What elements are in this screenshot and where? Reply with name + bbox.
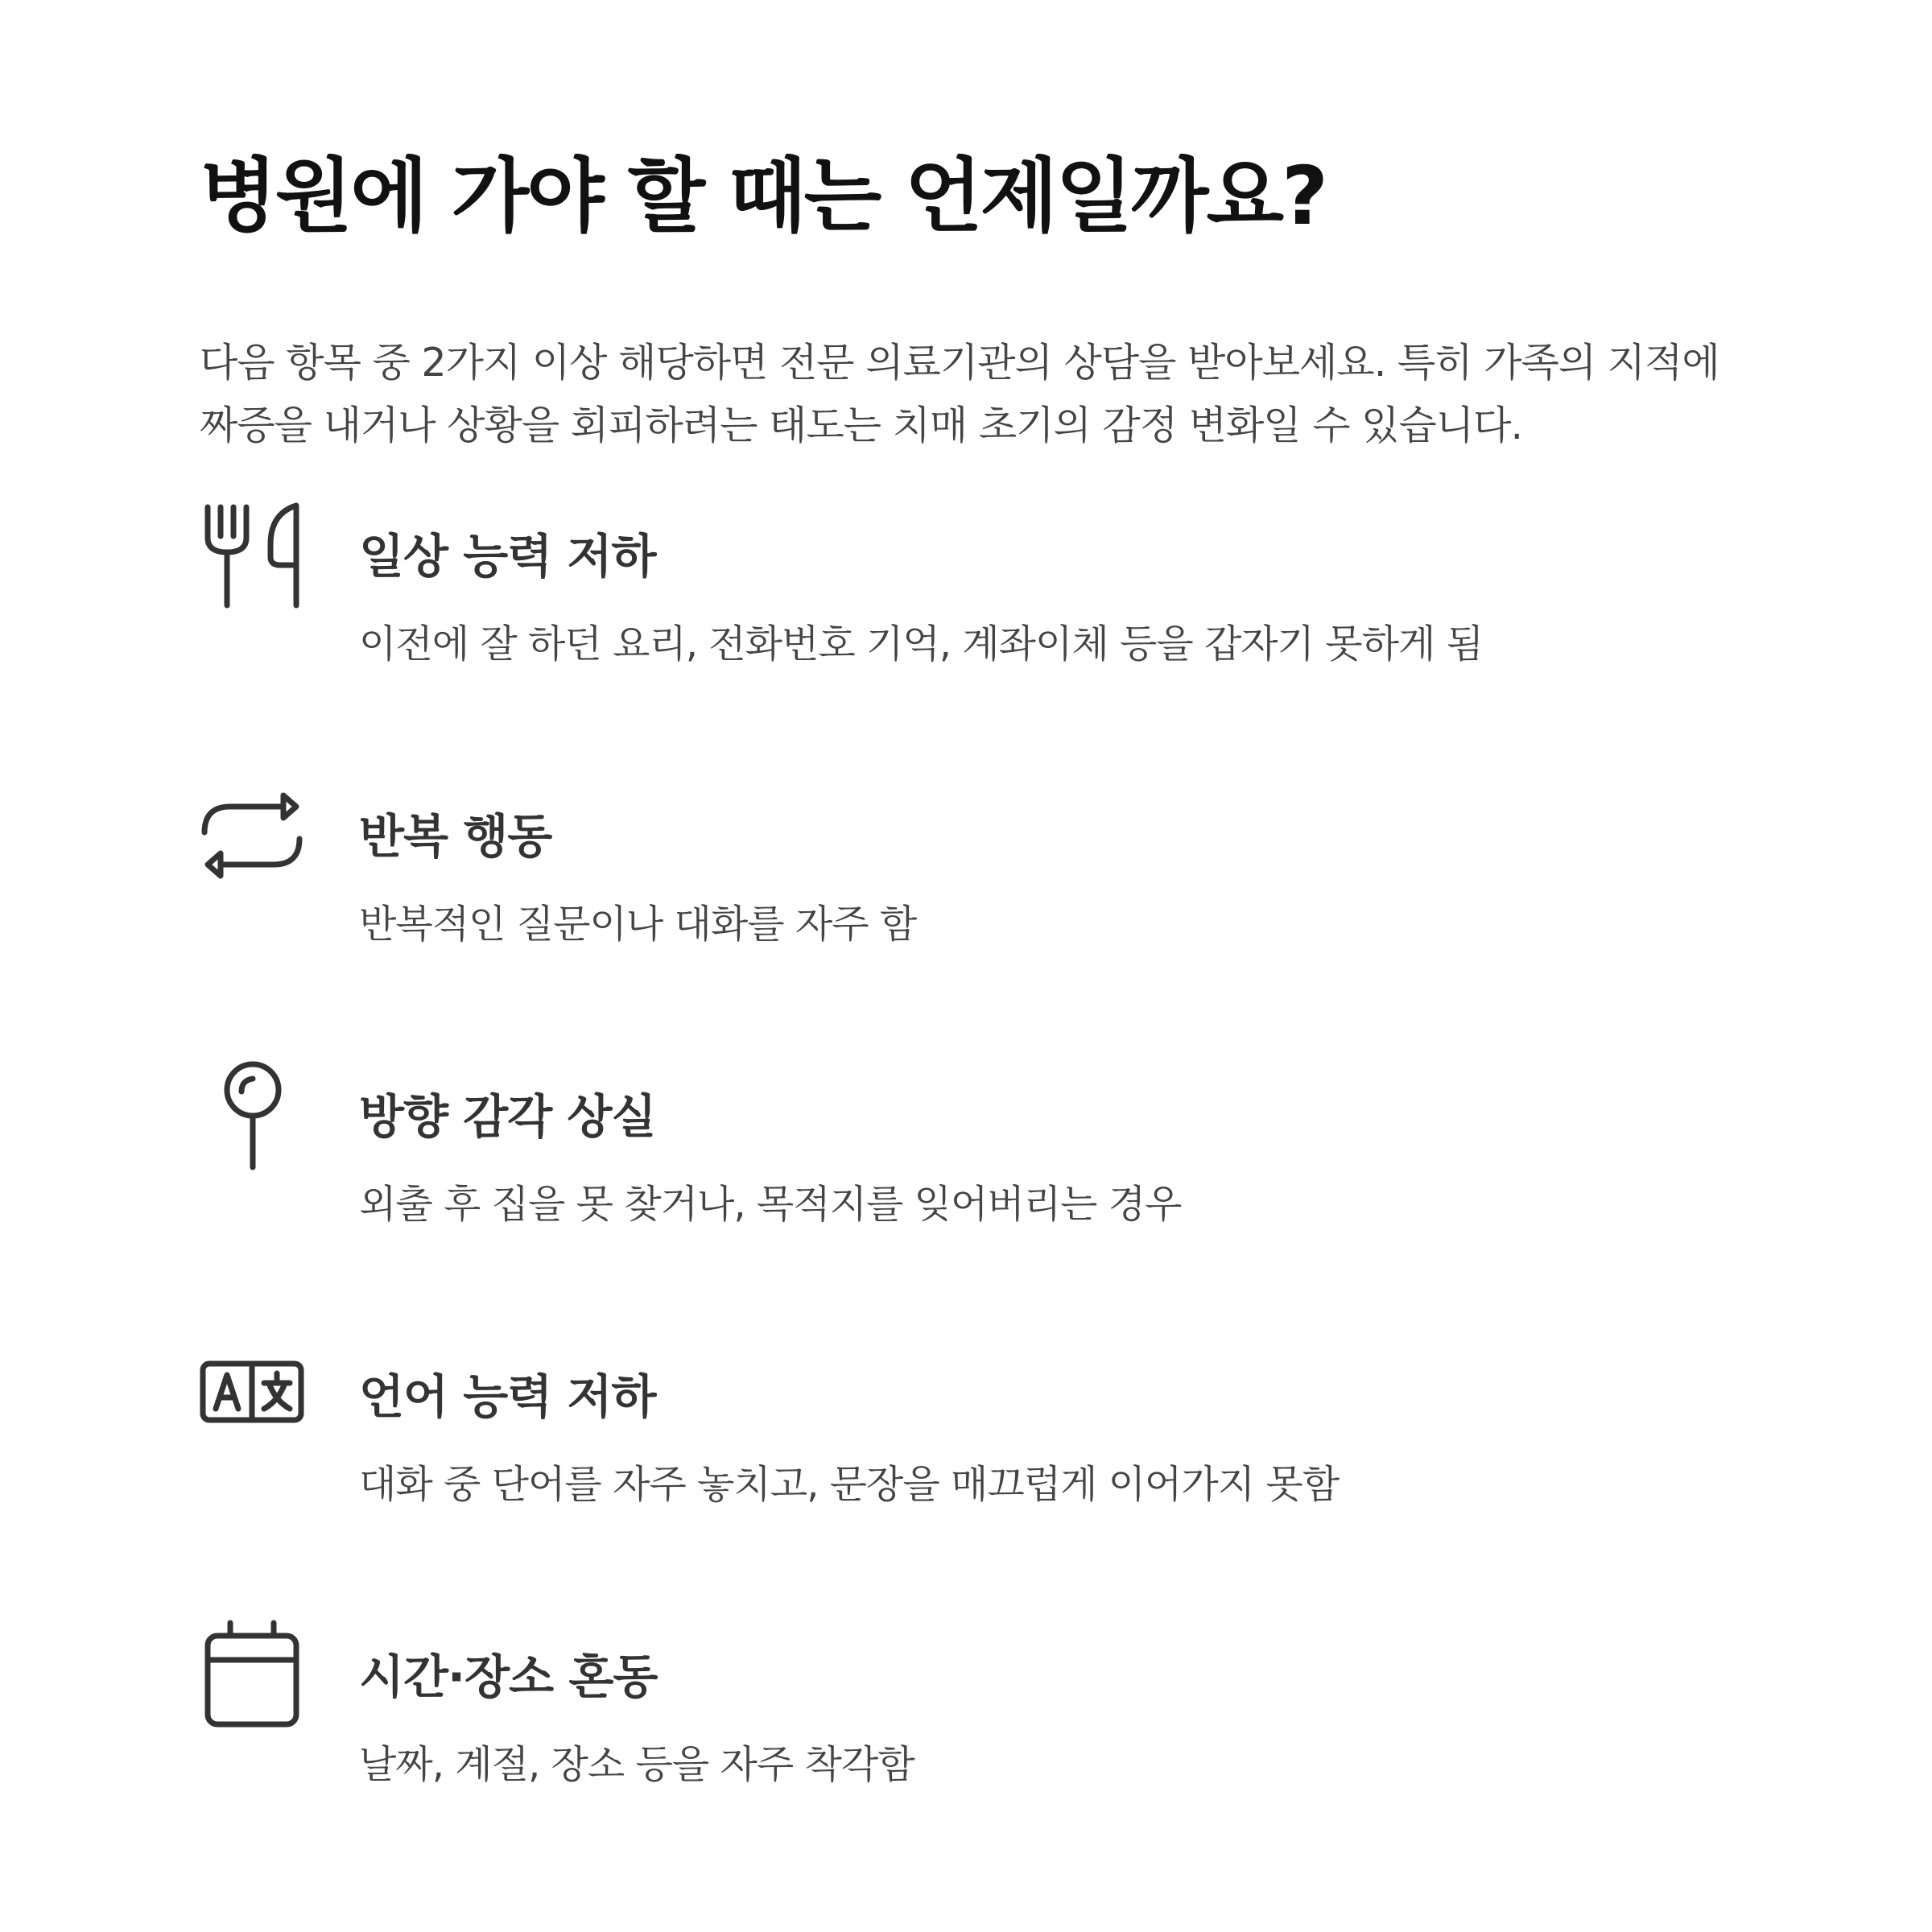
symptom-item-time-place — [200, 1620, 1794, 1821]
symptom-description: 이전에 잘 하던 요리, 전화번호 기억, 계좌이체 등을 갑자기 못하게 됨 — [359, 621, 1484, 667]
symptom-title: 반복 행동 — [359, 809, 552, 864]
fork-knife-icon — [200, 499, 304, 612]
intro-line: 짜증을 내거나 상황을 회피하려는 태도는 치매 초기의 감정 변화일 수 있습니다. — [200, 402, 1523, 448]
symptom-title: 언어 능력 저하 — [359, 1369, 656, 1424]
symptom-item-language — [200, 1340, 1794, 1541]
symptom-description: 반복적인 질문이나 대화를 자주 함 — [359, 902, 917, 947]
symptom-title: 방향 감각 상실 — [359, 1089, 656, 1144]
symptom-item-daily-ability — [200, 499, 1794, 700]
symptom-description: 대화 중 단어를 자주 놓치고, 문장을 매끄럽게 이어가지 못함 — [359, 1462, 1340, 1507]
intro-paragraph — [200, 332, 1745, 457]
page — [200, 0, 1810, 1932]
symptom-item-repetition — [200, 779, 1794, 980]
translate-icon — [200, 1340, 304, 1452]
symptom-description: 날짜, 계절, 장소 등을 자주 착각함 — [359, 1742, 914, 1787]
intro-line: 다음 항목 중 2가지 이상 해당하면 전문 의료기관의 상담을 받아보세요. 특히 가족의 지적에 — [200, 340, 1719, 386]
calendar-icon — [200, 1620, 304, 1732]
map-pin-icon — [200, 1059, 304, 1172]
symptom-description: 외출 후 집을 못 찾거나, 목적지를 잊어버리는 경우 — [359, 1182, 1182, 1227]
symptom-title: 일상 능력 저하 — [359, 529, 656, 584]
symptom-item-disorientation — [200, 1059, 1794, 1261]
page-title: 병원에 가야 할 때는 언제일까요? — [200, 149, 1327, 243]
repeat-icon — [200, 779, 304, 892]
symptom-title: 시간·장소 혼동 — [359, 1649, 658, 1704]
